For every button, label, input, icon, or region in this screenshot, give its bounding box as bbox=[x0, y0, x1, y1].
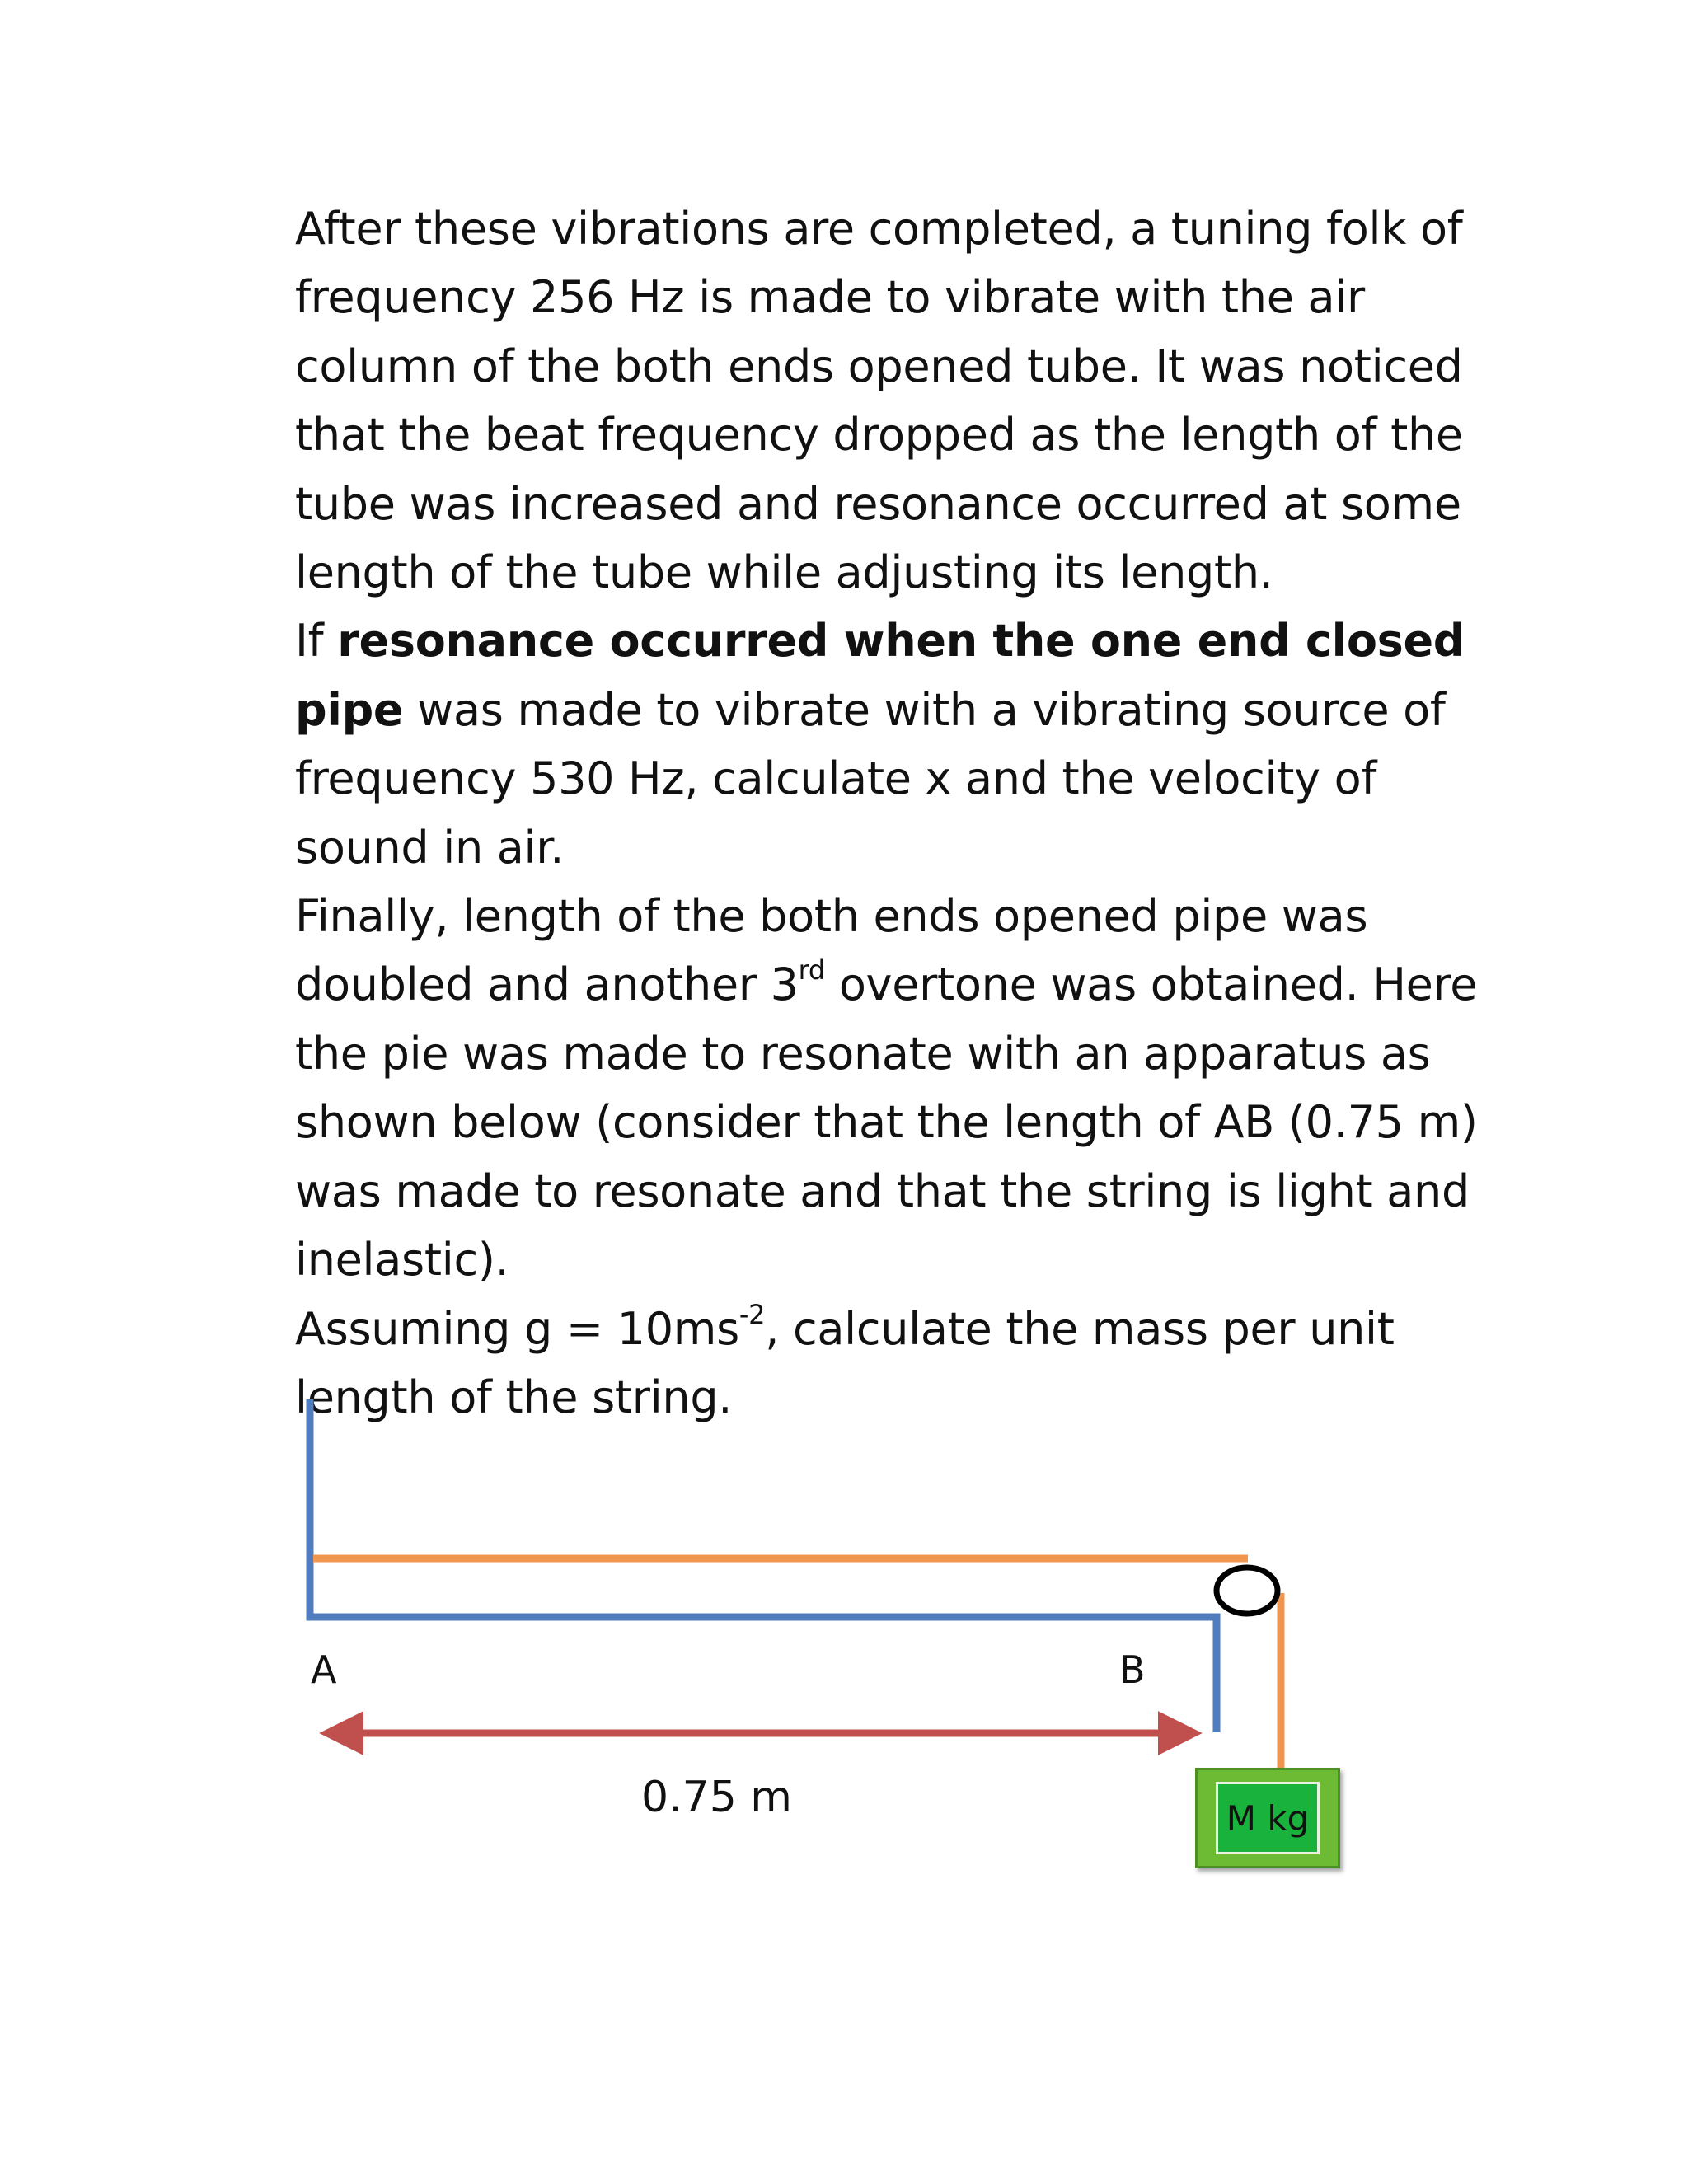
paragraph-2-suffix: was made to vibrate with a vibrating source of frequency 530 Hz, calculate x and the velocity of sound in air. bbox=[295, 683, 1446, 874]
paragraph-1-text: After these vibrations are completed, a tuning folk of frequency 256 Hz is made to vibrate with the air column of the both ends opened tube. It was noticed that the beat frequency dropped as the length of the tube was increased and resonance occurred at some length of the tube while adjusting its length. bbox=[295, 203, 1463, 599]
pulley-icon bbox=[1217, 1568, 1278, 1614]
label-b: B bbox=[1119, 1647, 1146, 1692]
mass-block bbox=[1195, 1768, 1340, 1868]
paragraph-4-part2: , calculate the mass per unit length of the string. bbox=[295, 1302, 1395, 1423]
paragraph-2-bold: resonance occurred when the one end closed pipe bbox=[295, 615, 1465, 736]
paragraph-3-superscript: rd bbox=[798, 954, 825, 987]
paragraph-4-superscript: -2 bbox=[738, 1298, 766, 1330]
frame-left-upright bbox=[310, 1399, 1218, 1617]
label-a: A bbox=[311, 1647, 337, 1692]
paragraph-3-part1: Finally, length of the both ends opened pipe was doubled and another 3 bbox=[295, 890, 1368, 1011]
mass-label: M kg bbox=[1216, 1782, 1320, 1854]
paragraph-4-part1: Assuming g = 10ms bbox=[295, 1302, 739, 1355]
paragraph-2-prefix: If bbox=[295, 615, 338, 668]
paragraph-3-part2: overtone was obtained. Here the pie was made to resonate with an apparatus as shown below (consider that the length of AB (0.75 m) was made to resonate and that the string is light and inelastic). bbox=[295, 958, 1478, 1286]
length-label: 0.75 m bbox=[641, 1773, 792, 1822]
frame-right-support bbox=[1200, 1617, 1217, 1732]
